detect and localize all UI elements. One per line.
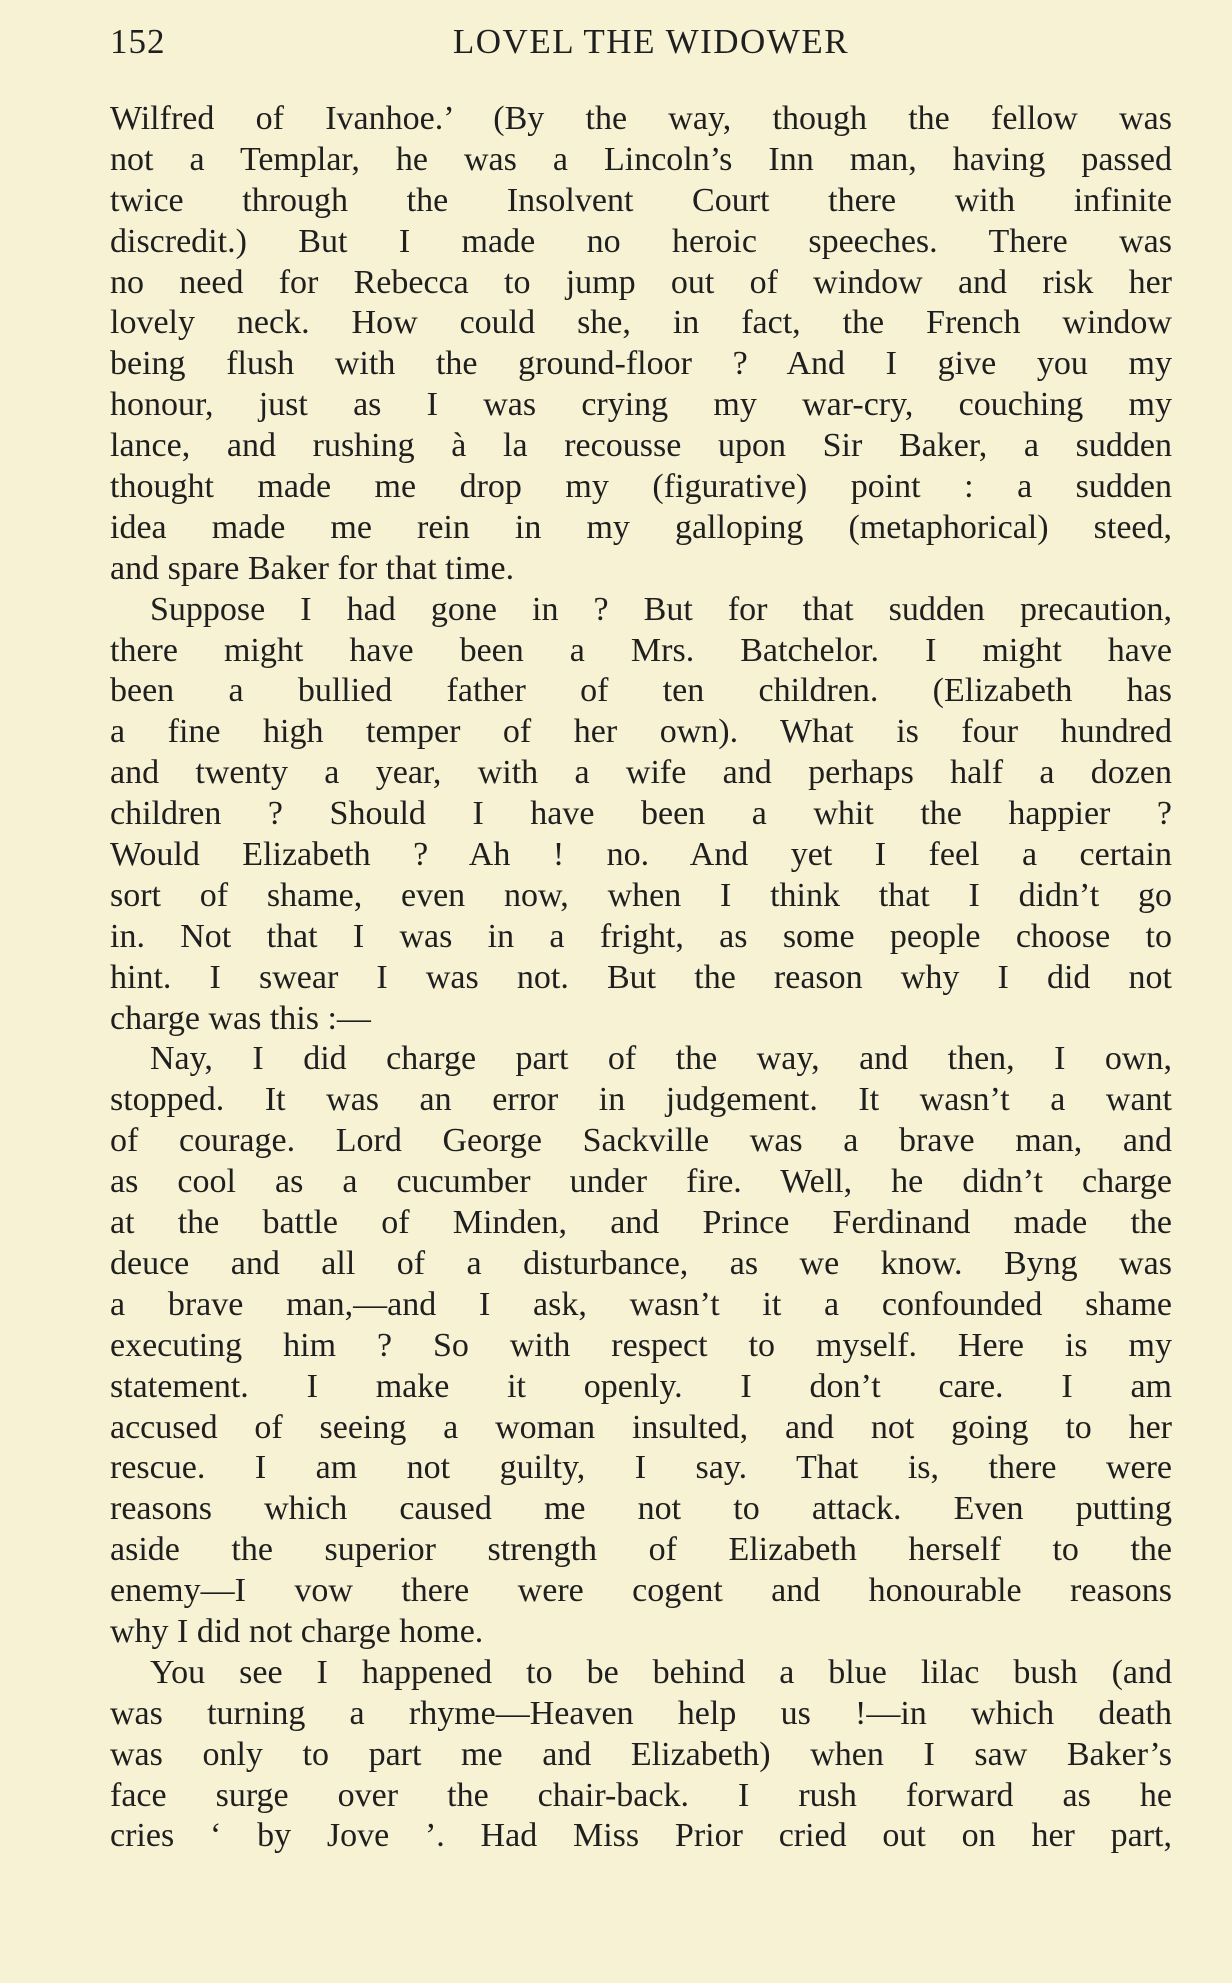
text-line: children ? Should I have been a whit the happier ? xyxy=(110,795,1172,833)
text-line: executing him ? So with respect to myself. Here is my xyxy=(110,1326,1172,1364)
text-line: Would Elizabeth ? Ah ! no. And yet I feel a certain xyxy=(110,836,1172,874)
text-line: a brave man,—and I ask, wasn’t it a confounded shame xyxy=(110,1285,1172,1323)
text-line: rescue. I am not guilty, I say. That is, there were xyxy=(110,1449,1172,1487)
text-line: honour, just as I was crying my war-cry, couching my xyxy=(110,386,1172,424)
paragraph-end-line: charge was this :— xyxy=(110,999,371,1037)
text-line: lovely neck. How could she, in fact, the French window xyxy=(110,304,1172,342)
text-line: enemy—I vow there were cogent and honourable reasons xyxy=(110,1572,1172,1610)
text-line: idea made me rein in my galloping (metaphorical) steed, xyxy=(110,508,1172,546)
text-line: discredit.) But I made no heroic speeches. There was xyxy=(110,222,1172,260)
text-line: face surge over the chair-back. I rush forward as he xyxy=(110,1776,1172,1814)
paragraph-start-line: Nay, I did charge part of the way, and then, I own, xyxy=(150,1040,1172,1078)
text-line: accused of seeing a woman insulted, and not going to her xyxy=(110,1408,1172,1446)
text-line: as cool as a cucumber under fire. Well, he didn’t charge xyxy=(110,1163,1172,1201)
text-line: stopped. It was an error in judgement. It wasn’t a want xyxy=(110,1081,1172,1119)
paragraph-start-line: You see I happened to be behind a blue lilac bush (and xyxy=(150,1653,1172,1691)
text-line: sort of shame, even now, when I think that I didn’t go xyxy=(110,876,1172,914)
text-line: not a Templar, he was a Lincoln’s Inn man, having passed xyxy=(110,140,1172,178)
text-line: and twenty a year, with a wife and perhaps half a dozen xyxy=(110,754,1172,792)
text-line: a fine high temper of her own). What is four hundred xyxy=(110,713,1172,751)
text-line: in. Not that I was in a fright, as some people choose to xyxy=(110,917,1172,955)
text-line: Wilfred of Ivanhoe.’ (By the way, though the fellow was xyxy=(110,100,1172,137)
text-line: aside the superior strength of Elizabeth herself to the xyxy=(110,1531,1172,1569)
text-line: no need for Rebecca to jump out of window and risk her xyxy=(110,263,1172,301)
text-line: lance, and rushing à la recousse upon Sir Baker, a sudden xyxy=(110,427,1172,465)
text-line: twice through the Insolvent Court there with infinite xyxy=(110,181,1172,219)
paragraph-start-line: Suppose I had gone in ? But for that sudden precaution, xyxy=(150,590,1172,628)
text-line: of courage. Lord George Sackville was a brave man, and xyxy=(110,1122,1172,1160)
text-line: was only to part me and Elizabeth) when I saw Baker’s xyxy=(110,1735,1172,1773)
paragraph-end-line: why I did not charge home. xyxy=(110,1612,484,1650)
text-line: was turning a rhyme—Heaven help us !—in which death xyxy=(110,1694,1172,1732)
text-line: cries ‘ by Jove ’. Had Miss Prior cried out on her part, xyxy=(110,1817,1172,1855)
paragraph-end-line: and spare Baker for that time. xyxy=(110,549,515,587)
text-line: reasons which caused me not to attack. Even putting xyxy=(110,1490,1172,1528)
page-number: 152 xyxy=(110,22,166,61)
text-line: hint. I swear I was not. But the reason why I did not xyxy=(110,958,1172,996)
text-line: being flush with the ground-floor ? And I give you my xyxy=(110,345,1172,383)
text-line: there might have been a Mrs. Batchelor. I might have xyxy=(110,631,1172,669)
text-line: deuce and all of a disturbance, as we know. Byng was xyxy=(110,1244,1172,1282)
text-line: thought made me drop my (figurative) point : a sudden xyxy=(110,468,1172,506)
text-line: at the battle of Minden, and Prince Ferdinand made the xyxy=(110,1204,1172,1242)
body-text xyxy=(110,99,1172,1857)
running-title: LOVEL THE WIDOWER xyxy=(452,22,850,61)
running-head xyxy=(110,22,1172,78)
text-line: statement. I make it openly. I don’t care. I am xyxy=(110,1367,1172,1405)
text-line: been a bullied father of ten children. (Elizabeth has xyxy=(110,672,1172,710)
